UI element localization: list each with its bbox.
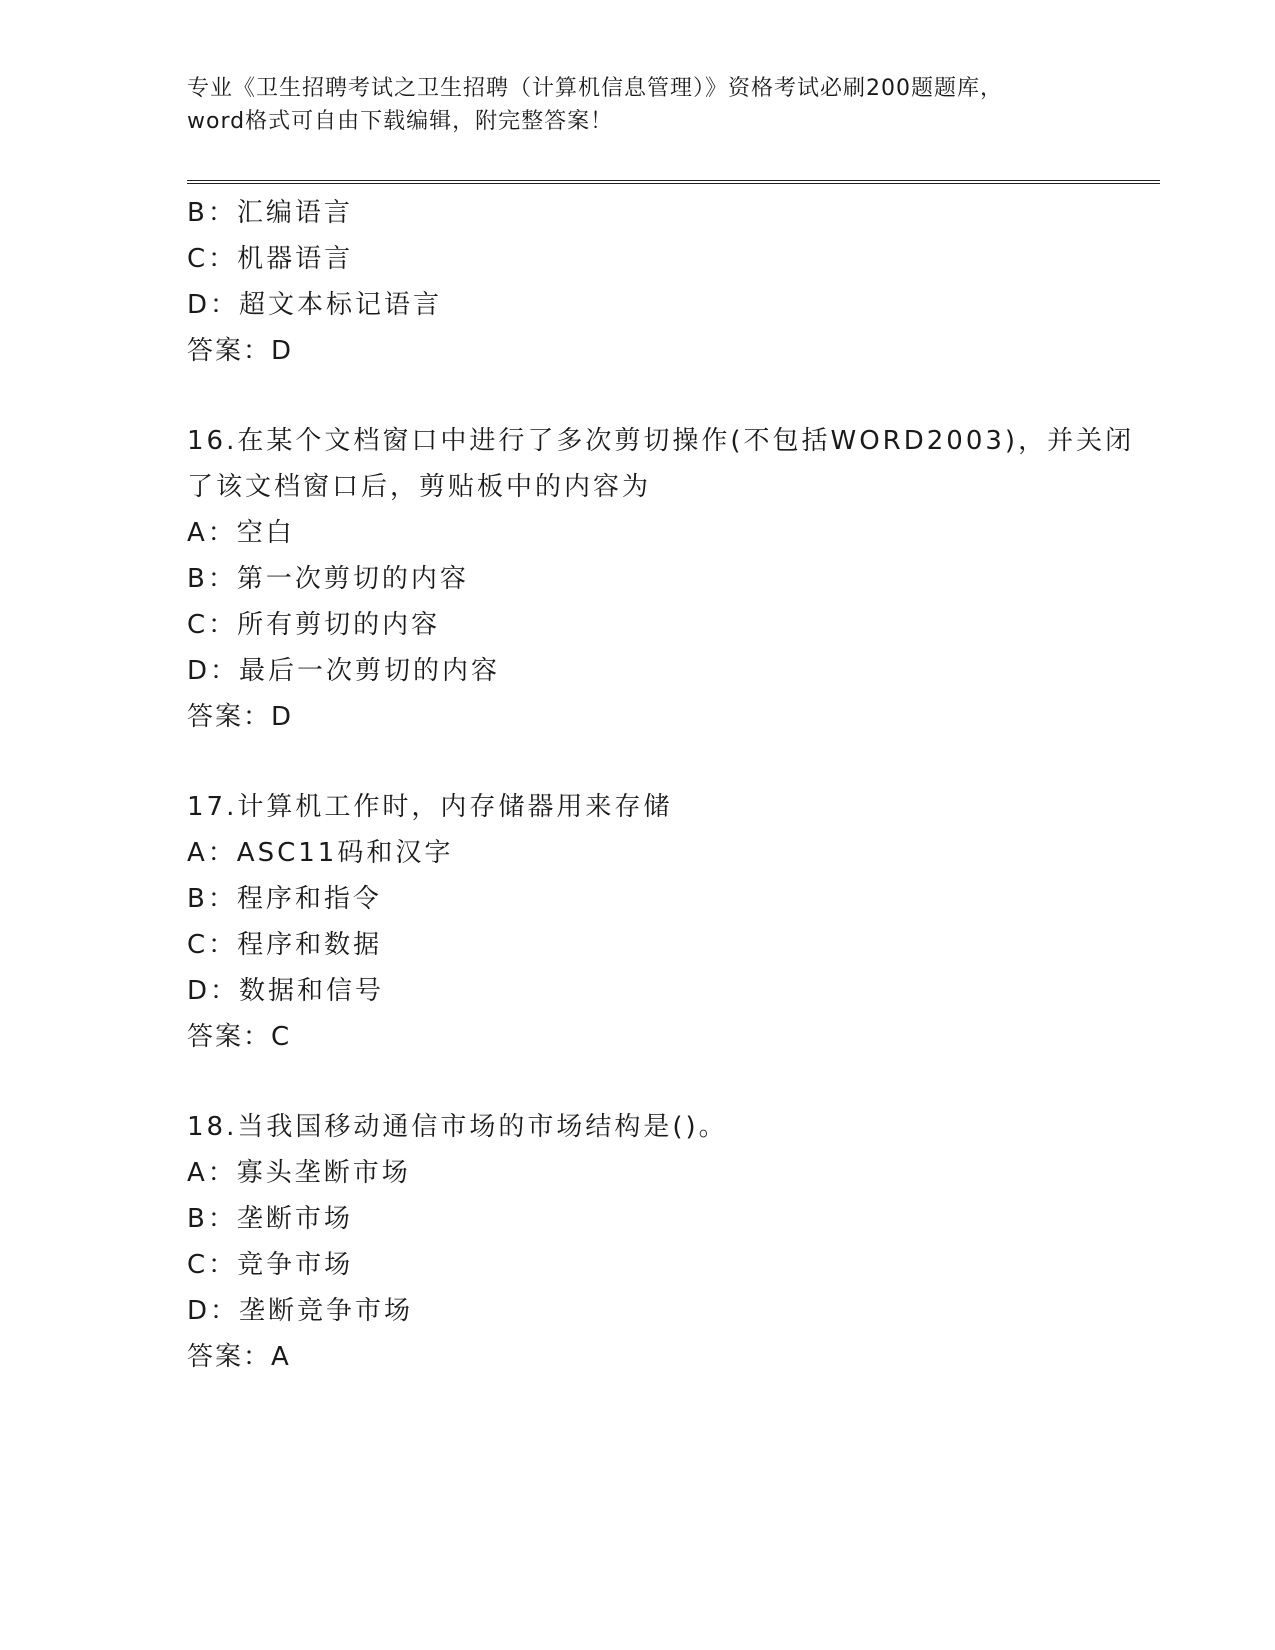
option-a: A：空白 <box>187 518 295 548</box>
header-divider <box>187 180 1160 184</box>
question-15 <box>187 190 1137 374</box>
option-d: D：数据和信号 <box>187 976 385 1006</box>
option-b: B：汇编语言 <box>187 198 353 228</box>
option-b: B：第一次剪切的内容 <box>187 564 469 594</box>
answer: 答案：A <box>187 1342 291 1372</box>
option-d: D：超文本标记语言 <box>187 290 443 320</box>
option-b: B：程序和指令 <box>187 884 382 914</box>
question-text-line-2: 了该文档窗口后，剪贴板中的内容为 <box>187 472 652 502</box>
option-c: C：竞争市场 <box>187 1250 354 1280</box>
document-header <box>187 72 1087 138</box>
question-text-line-1: 16.在某个文档窗口中进行了多次剪切操作(不包括WORD2003)，并关闭 <box>187 426 1135 456</box>
option-c: C：机器语言 <box>187 244 354 274</box>
option-b: B：垄断市场 <box>187 1204 353 1234</box>
header-line-1: 专业《卫生招聘考试之卫生招聘（计算机信息管理）》资格考试必刷200题题库， <box>187 76 1003 101</box>
question-16 <box>187 418 1137 740</box>
answer: 答案：D <box>187 702 294 732</box>
option-c: C：所有剪切的内容 <box>187 610 441 640</box>
question-text: 17.计算机工作时，内存储器用来存储 <box>187 792 673 822</box>
option-a: A：ASC11码和汉字 <box>187 838 454 868</box>
question-text: 18.当我国移动通信市场的市场结构是()。 <box>187 1112 728 1142</box>
question-17 <box>187 784 1137 1060</box>
answer: 答案：C <box>187 1022 292 1052</box>
answer: 答案：D <box>187 336 294 366</box>
option-d: D：最后一次剪切的内容 <box>187 656 501 686</box>
question-list <box>187 190 1137 1380</box>
option-d: D：垄断竞争市场 <box>187 1296 414 1326</box>
option-a: A：寡头垄断市场 <box>187 1158 411 1188</box>
question-18 <box>187 1104 1137 1380</box>
header-line-2: word格式可自由下载编辑，附完整答案！ <box>187 109 614 134</box>
option-c: C：程序和数据 <box>187 930 383 960</box>
